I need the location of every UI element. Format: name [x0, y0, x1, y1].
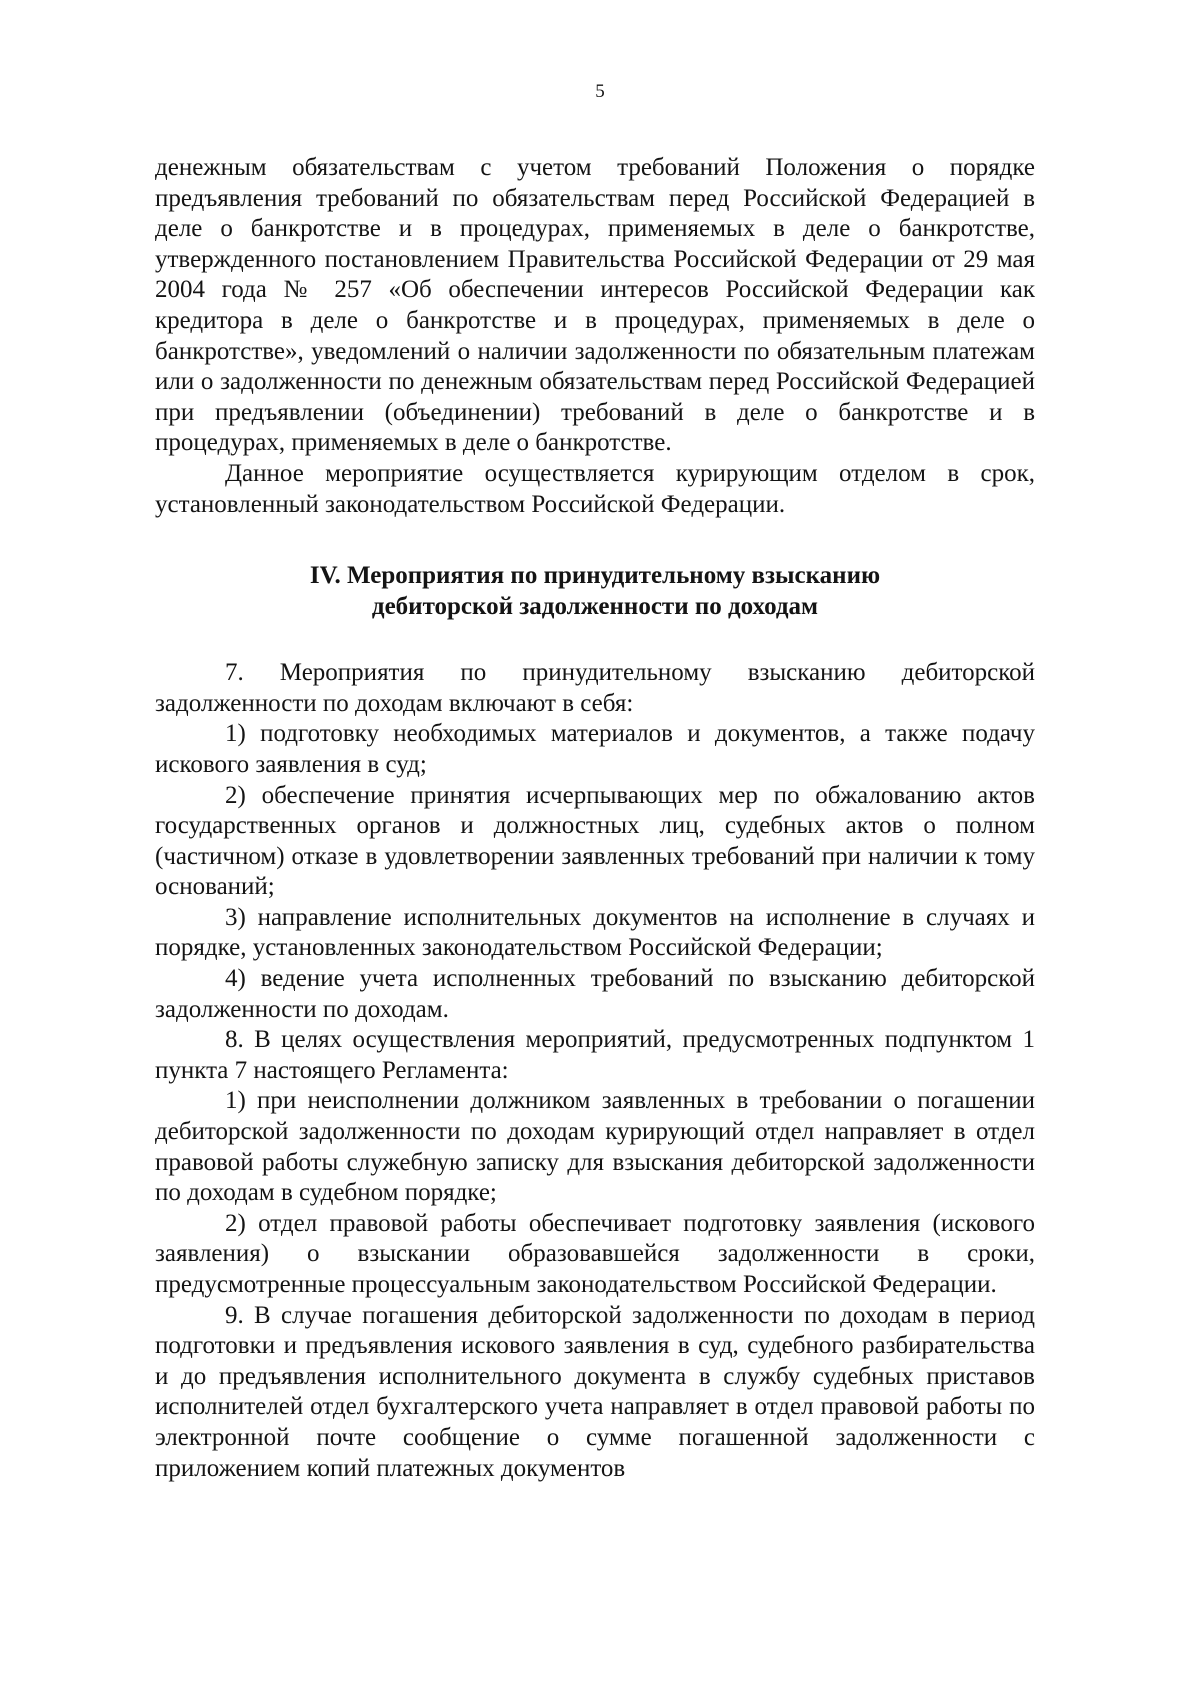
paragraph-continuation: денежным обязательствам с учетом требований Положения о порядке предъявления требований по обязательствам перед Российской Федерацией в деле о банкротстве и в процедурах, применяемых в деле о банкротстве, утвержденного постановлением Правительства Российской Федерации от 29 мая 2004 года № 257 «Об обеспечении интересов Российской Федерации как кредитора в деле о банкротстве и в процедурах, применяемых в деле о банкротстве», уведомлений о наличии задолженности по обязательным платежам или о задолженности по денежным обязательствам перед Российской Федерацией при предъявлении (объединении) требований в деле о банкротстве и в процедурах, применяемых в деле о банкротстве.	[155, 154, 1035, 457]
paragraph-subitem: 3) направление исполнительных документов на исполнение в случаях и порядке, установленных законодательством Российской Федерации;	[155, 903, 1035, 962]
paragraph-item-8: 8. В целях осуществления мероприятий, предусмотренных подпунктом 1 пункта 7 настоящего Регламента:	[155, 1026, 1035, 1084]
paragraph-item-9: 9. В случае погашения дебиторской задолженности по доходам в период подготовки и предъявления искового заявления в суд, судебного разбирательства и до предъявления исполнительного документа в службу судебных приставов исполнителей отдел бухгалтерского учета направляет в отдел правовой работы по электронной почте сообщение о сумме погашенной задолженности с приложением копий платежных документов	[155, 1301, 1035, 1482]
paragraph-subitem: 1) при неисполнении должником заявленных в требовании о погашении дебиторской задолженности по доходам курирующий отдел направляет в отдел правовой работы служебную записку для взыскания дебиторской задолженности по доходам в судебном порядке;	[155, 1087, 1035, 1207]
paragraph-item-7: 7. Мероприятия по принудительному взысканию дебиторской задолженности по доходам включают в себя:	[155, 659, 1035, 717]
paragraph-subitem: 4) ведение учета исполненных требований по взысканию дебиторской задолженности по доходам.	[155, 965, 1035, 1023]
document-body	[155, 153, 1035, 1484]
paragraph-subitem: 2) отдел правовой работы обеспечивает подготовку заявления (искового заявления) о взыскании образовавшейся задолженности в сроки, предусмотренные процессуальным законодательством Российской Федерации.	[155, 1209, 1035, 1298]
section-heading-line-2: дебиторской задолженности по доходам	[371, 593, 819, 621]
section-heading	[155, 560, 1035, 622]
paragraph: Данное мероприятие осуществляется курирующим отделом в срок, установленный законодательством Российской Федерации.	[155, 459, 1035, 518]
section-heading-line-1: IV. Мероприятия по принудительному взысканию	[309, 562, 881, 590]
paragraph-subitem: 1) подготовку необходимых материалов и документов, а также подачу искового заявления в суд;	[155, 720, 1035, 778]
page-number: 5	[595, 81, 605, 102]
paragraph-subitem: 2) обеспечение принятия исчерпывающих мер по обжалованию актов государственных органов и должностных лиц, судебных актов о полном (частичном) отказе в удовлетворении заявленных требований при наличии к тому оснований;	[155, 781, 1035, 901]
